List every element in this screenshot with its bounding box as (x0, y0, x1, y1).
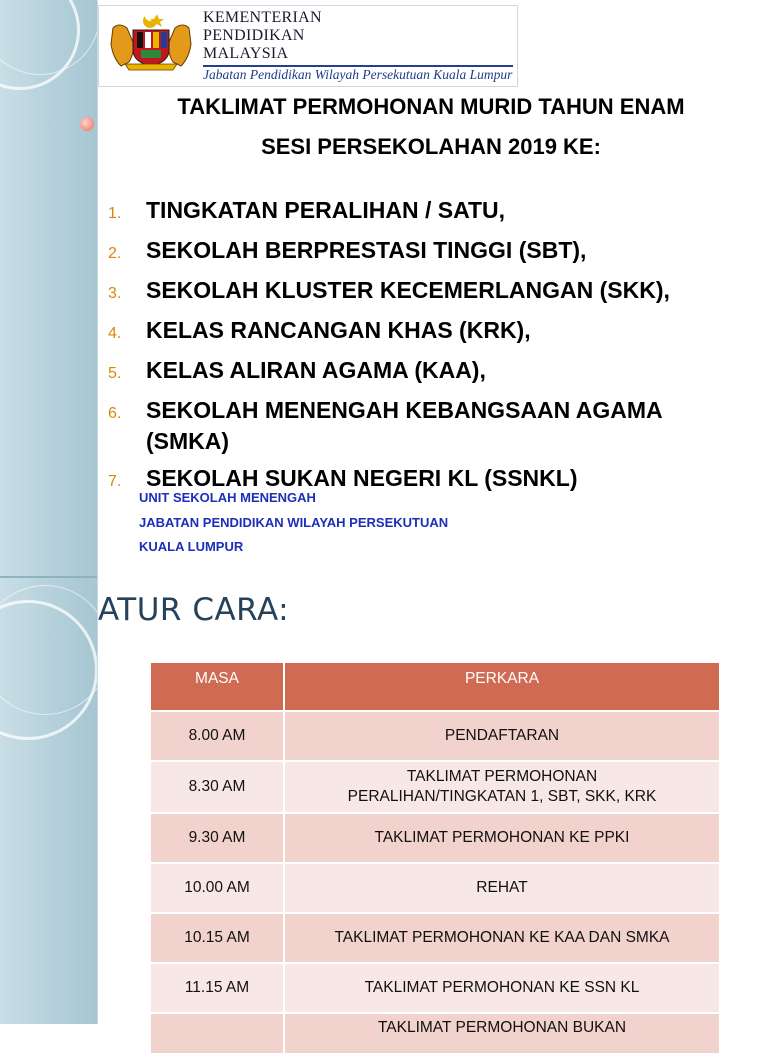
list-item (108, 235, 748, 269)
cell-masa: 9.30 AM (151, 813, 284, 863)
list-number: 6. (108, 405, 122, 422)
logo-text-line2: PENDIDIKAN (203, 27, 305, 44)
section-title: ATUR CARA: (98, 592, 290, 628)
ministry-logo-banner (98, 5, 518, 87)
table-row (151, 761, 719, 813)
header-perkara: PERKARA (284, 663, 719, 711)
list-item (108, 315, 748, 349)
logo-subtitle: Jabatan Pendidikan Wilayah Persekutuan Kuala Lumpur (203, 67, 513, 82)
left-decorative-strip (0, 0, 98, 1024)
unit-line3: KUALA LUMPUR (139, 539, 244, 554)
table-row (151, 711, 719, 761)
coat-of-arms-icon (107, 10, 195, 72)
list-item (108, 355, 748, 389)
header-masa: MASA (151, 663, 284, 711)
cell-masa: 11.15 AM (151, 963, 284, 1013)
cell-masa (151, 1013, 284, 1053)
unit-line1: UNIT SEKOLAH MENENGAH (139, 490, 316, 505)
logo-text-line1: KEMENTERIAN (203, 9, 322, 26)
unit-credit (139, 486, 448, 560)
table-row (151, 813, 719, 863)
list-text: SEKOLAH MENENGAH KEBANGSAAN AGAMA (SMKA) (146, 397, 662, 454)
cell-masa: 10.00 AM (151, 863, 284, 913)
cell-masa: 8.30 AM (151, 761, 284, 813)
table-header-row (151, 663, 719, 711)
unit-line2: JABATAN PENDIDIKAN WILAYAH PERSEKUTUAN (139, 514, 449, 530)
list-number: 3. (108, 285, 122, 302)
cell-perkara: TAKLIMAT PERMOHONAN KE KAA DAN SMKA (284, 913, 719, 963)
title-line2: SESI PERSEKOLAHAN 2019 KE: (261, 134, 601, 159)
list-item (108, 195, 748, 229)
logo-text-line3: MALAYSIA (203, 45, 289, 62)
cell-perkara: TAKLIMAT PERMOHONAN BUKAN (284, 1013, 719, 1053)
list-text: SEKOLAH BERPRESTASI TINGGI (SBT), (146, 237, 587, 263)
slide-title (118, 87, 744, 167)
bullet-dot-decoration (80, 117, 94, 131)
program-list (108, 195, 748, 503)
cell-perkara: REHAT (284, 863, 719, 913)
list-number: 1. (108, 205, 122, 222)
list-text: SEKOLAH SUKAN NEGERI KL (SSNKL) (146, 465, 578, 491)
cell-perkara: TAKLIMAT PERMOHONAN KE PPKI (284, 813, 719, 863)
list-text: KELAS ALIRAN AGAMA (KAA), (146, 357, 486, 383)
title-line1: TAKLIMAT PERMOHONAN MURID TAHUN ENAM (177, 94, 685, 119)
table-row (151, 1013, 719, 1053)
list-text: KELAS RANCANGAN KHAS (KRK), (146, 317, 531, 343)
table-row (151, 963, 719, 1013)
list-number: 4. (108, 325, 122, 342)
table-row (151, 913, 719, 963)
cell-masa: 8.00 AM (151, 711, 284, 761)
cell-masa: 10.15 AM (151, 913, 284, 963)
strip-divider (97, 0, 98, 1024)
schedule-table (151, 663, 719, 1053)
list-number: 5. (108, 365, 122, 382)
list-text: TINGKATAN PERALIHAN / SATU, (146, 197, 506, 223)
table-row (151, 863, 719, 913)
list-text: SEKOLAH KLUSTER KECEMERLANGAN (SKK), (146, 277, 670, 303)
list-item (108, 395, 748, 457)
cell-perkara: TAKLIMAT PERMOHONAN KE SSN KL (284, 963, 719, 1013)
list-item (108, 275, 748, 309)
cell-perkara: PENDAFTARAN (284, 711, 719, 761)
cell-perkara: TAKLIMAT PERMOHONAN PERALIHAN/TINGKATAN 1, SBT, SKK, KRK (284, 761, 719, 813)
list-number: 2. (108, 245, 122, 262)
list-number: 7. (108, 473, 122, 490)
